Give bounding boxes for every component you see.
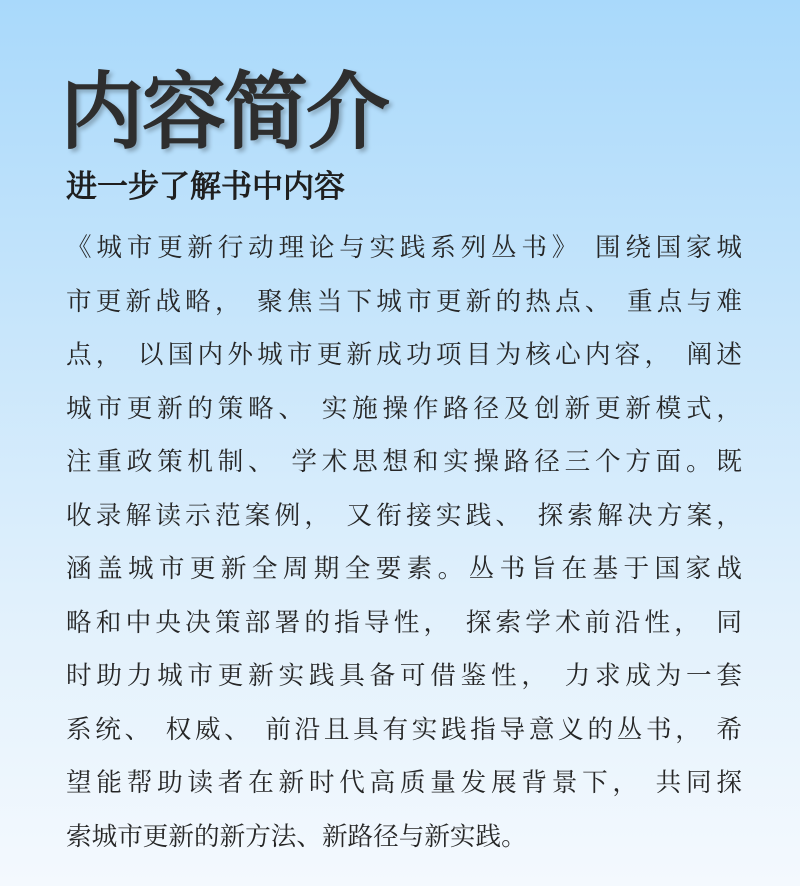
paragraph-line: 注重政策机制、 学术思想和实操路径三个方面。既	[66, 447, 742, 477]
paragraph-line: 《城市更新行动理论与实践系列丛书》 围绕国家城	[66, 233, 742, 263]
paragraph-line: 索城市更新的新方法、新路径与新实践。	[66, 821, 527, 852]
paragraph-line: 点， 以国内外城市更新成功项目为核心内容， 阐述	[66, 340, 742, 370]
paragraph-line: 时助力城市更新实践具备可借鉴性， 力求成为一套	[66, 661, 742, 691]
paragraph-line: 城市更新的策略、 实施操作路径及创新更新模式，	[66, 393, 742, 424]
paragraph-line: 涵盖城市更新全周期全要素。丛书旨在基于国家战	[66, 554, 742, 584]
paragraph-line: 望能帮助读者在新时代高质量发展背景下， 共同探	[66, 768, 742, 798]
intro-paragraph	[66, 222, 742, 864]
paragraph-line: 市更新战略， 聚焦当下城市更新的热点、 重点与难	[66, 286, 742, 317]
paragraph-line: 收录解读示范案例， 又衔接实践、 探索解决方案，	[66, 500, 742, 531]
page-subtitle: 进一步了解书中内容	[66, 169, 345, 205]
page-title: 内容简介	[60, 63, 389, 161]
paragraph-line: 略和中央决策部署的指导性， 探索学术前沿性， 同	[66, 607, 742, 638]
paragraph-line: 系统、 权威、 前沿且具有实践指导意义的丛书， 希	[66, 714, 742, 745]
